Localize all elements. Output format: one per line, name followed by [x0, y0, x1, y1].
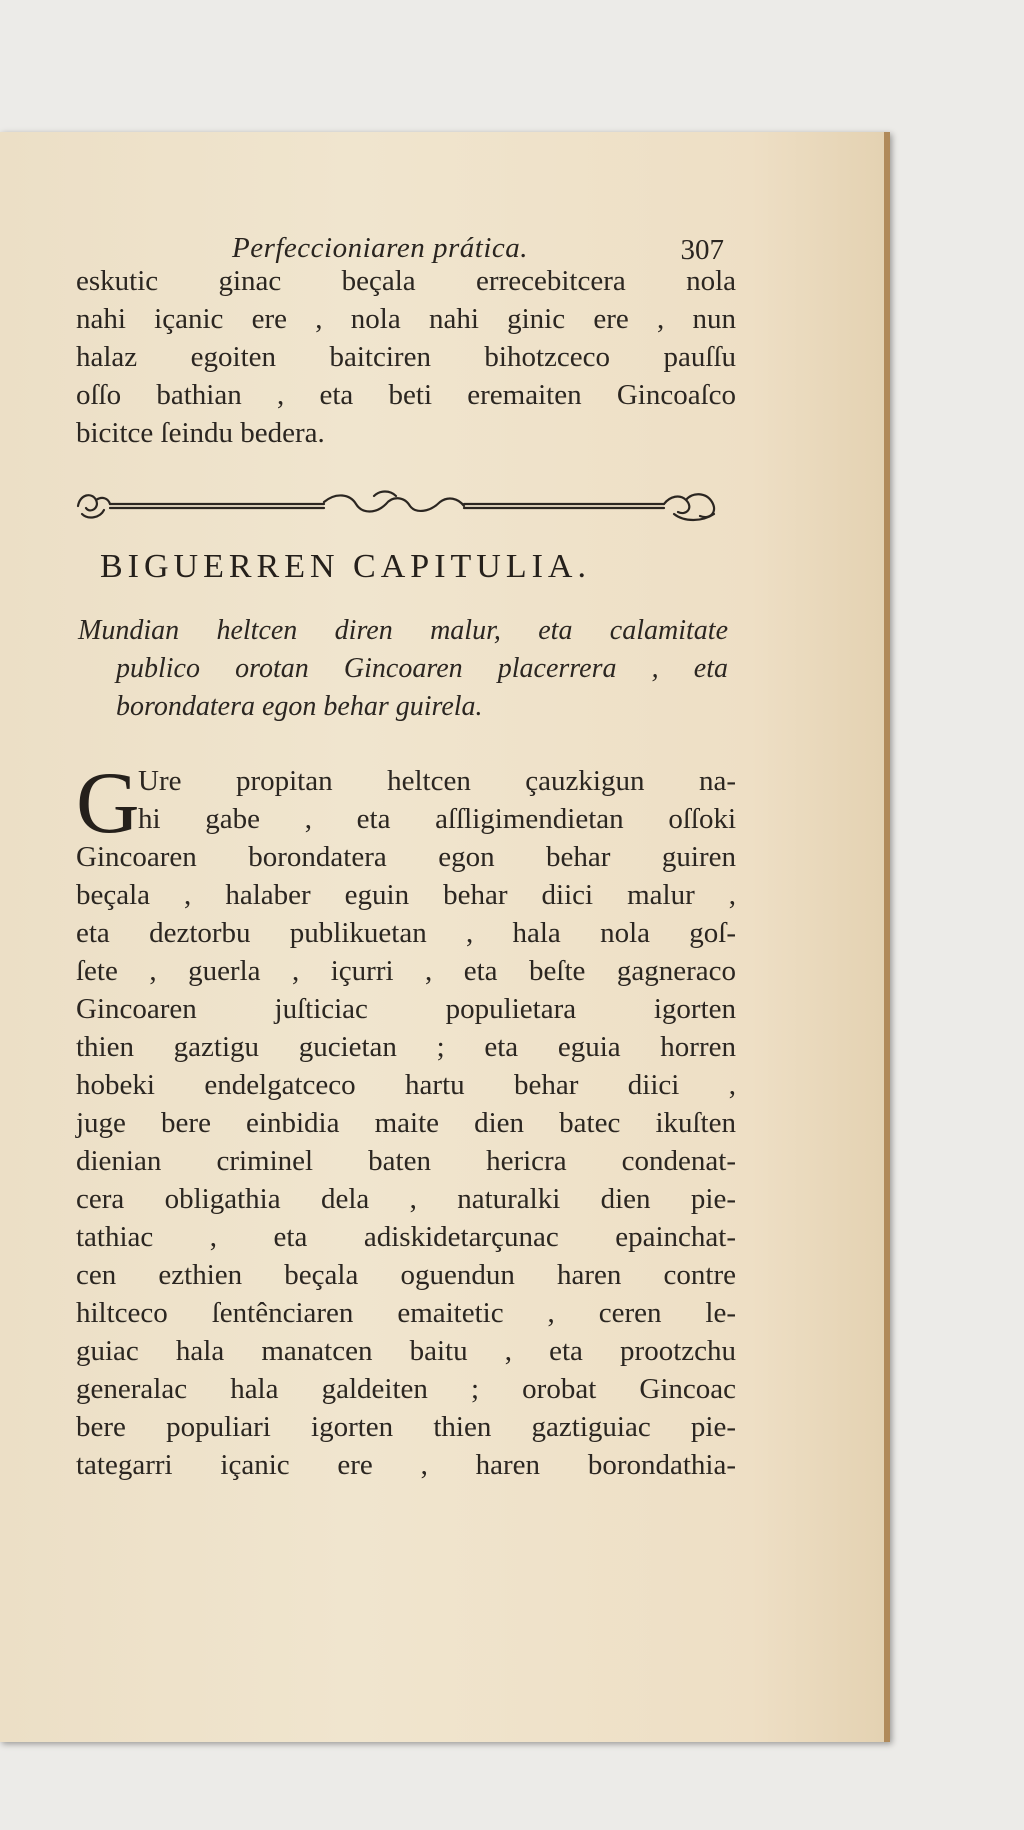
text-line: tategarri içanic ere , haren borondathia- — [76, 1449, 736, 1481]
text-line: generalac hala galdeiten ; orobat Gincoac — [76, 1373, 736, 1405]
ornament-rule-icon — [74, 484, 726, 526]
text-line: guiac hala manatcen baitu , eta prootzchu — [76, 1335, 736, 1367]
text-line: thien gaztigu gucietan ; eta eguia horren — [76, 1031, 736, 1063]
text-line: bere populiari igorten thien gaztiguiac pie- — [76, 1411, 736, 1443]
text-line: Gincoaren borondatera egon behar guiren — [76, 841, 736, 873]
text-line: juge bere einbidia maite dien batec ikuſten — [76, 1107, 736, 1139]
text-line: beçala , halaber eguin behar diici malur , — [76, 879, 736, 911]
text-line: dienian criminel baten hericra condenat- — [76, 1145, 736, 1177]
text-line: Ure propitan heltcen çauzkigun na- — [138, 765, 736, 797]
summary-line: borondatera egon behar guirela. — [116, 691, 483, 722]
summary-line: publico orotan Gincoaren placerrera , eta — [116, 653, 728, 684]
text-line: halaz egoiten baitciren bihotzceco pauſſu — [76, 341, 736, 373]
running-title: Perfeccioniaren prática. — [232, 232, 529, 264]
text-line: eta deztorbu publikuetan , hala nola goſ- — [76, 917, 736, 949]
text-line: ſete , guerla , içurri , eta beſte gagneraco — [76, 955, 736, 987]
text-line: hiltceco ſentênciaren emaitetic , ceren le- — [76, 1297, 736, 1329]
text-line: Gincoaren juſticiac populietara igorten — [76, 993, 736, 1025]
text-line: tathiac , eta adiskidetarçunac epainchat- — [76, 1221, 736, 1253]
text-line: oſſo bathian , eta beti eremaiten Gincoaſco — [76, 379, 736, 411]
text-line: hobeki endelgatceco hartu behar diici , — [76, 1069, 736, 1101]
body-paragraph — [76, 755, 736, 1484]
chapter-summary — [78, 612, 728, 726]
text-line: nahi içanic ere , nola nahi ginic ere , nun — [76, 303, 736, 335]
page-number: 307 — [680, 234, 724, 266]
intro-paragraph — [76, 262, 736, 452]
text-line: eskutic ginac beçala errecebitcera nola — [76, 265, 736, 297]
chapter-heading: BIGUERREN CAPITULIA. — [100, 548, 591, 585]
text-line: cen ezthien beçala oguendun haren contre — [76, 1259, 736, 1291]
text-line: bicitce ſeindu bedera. — [76, 417, 325, 449]
text-line: cera obligathia dela , naturalki dien pie- — [76, 1183, 736, 1215]
drop-cap: G — [76, 755, 140, 852]
text-line: hi gabe , eta aſſligimendietan oſſoki — [138, 803, 736, 835]
summary-line: Mundian heltcen diren malur, eta calamitate — [78, 615, 728, 646]
